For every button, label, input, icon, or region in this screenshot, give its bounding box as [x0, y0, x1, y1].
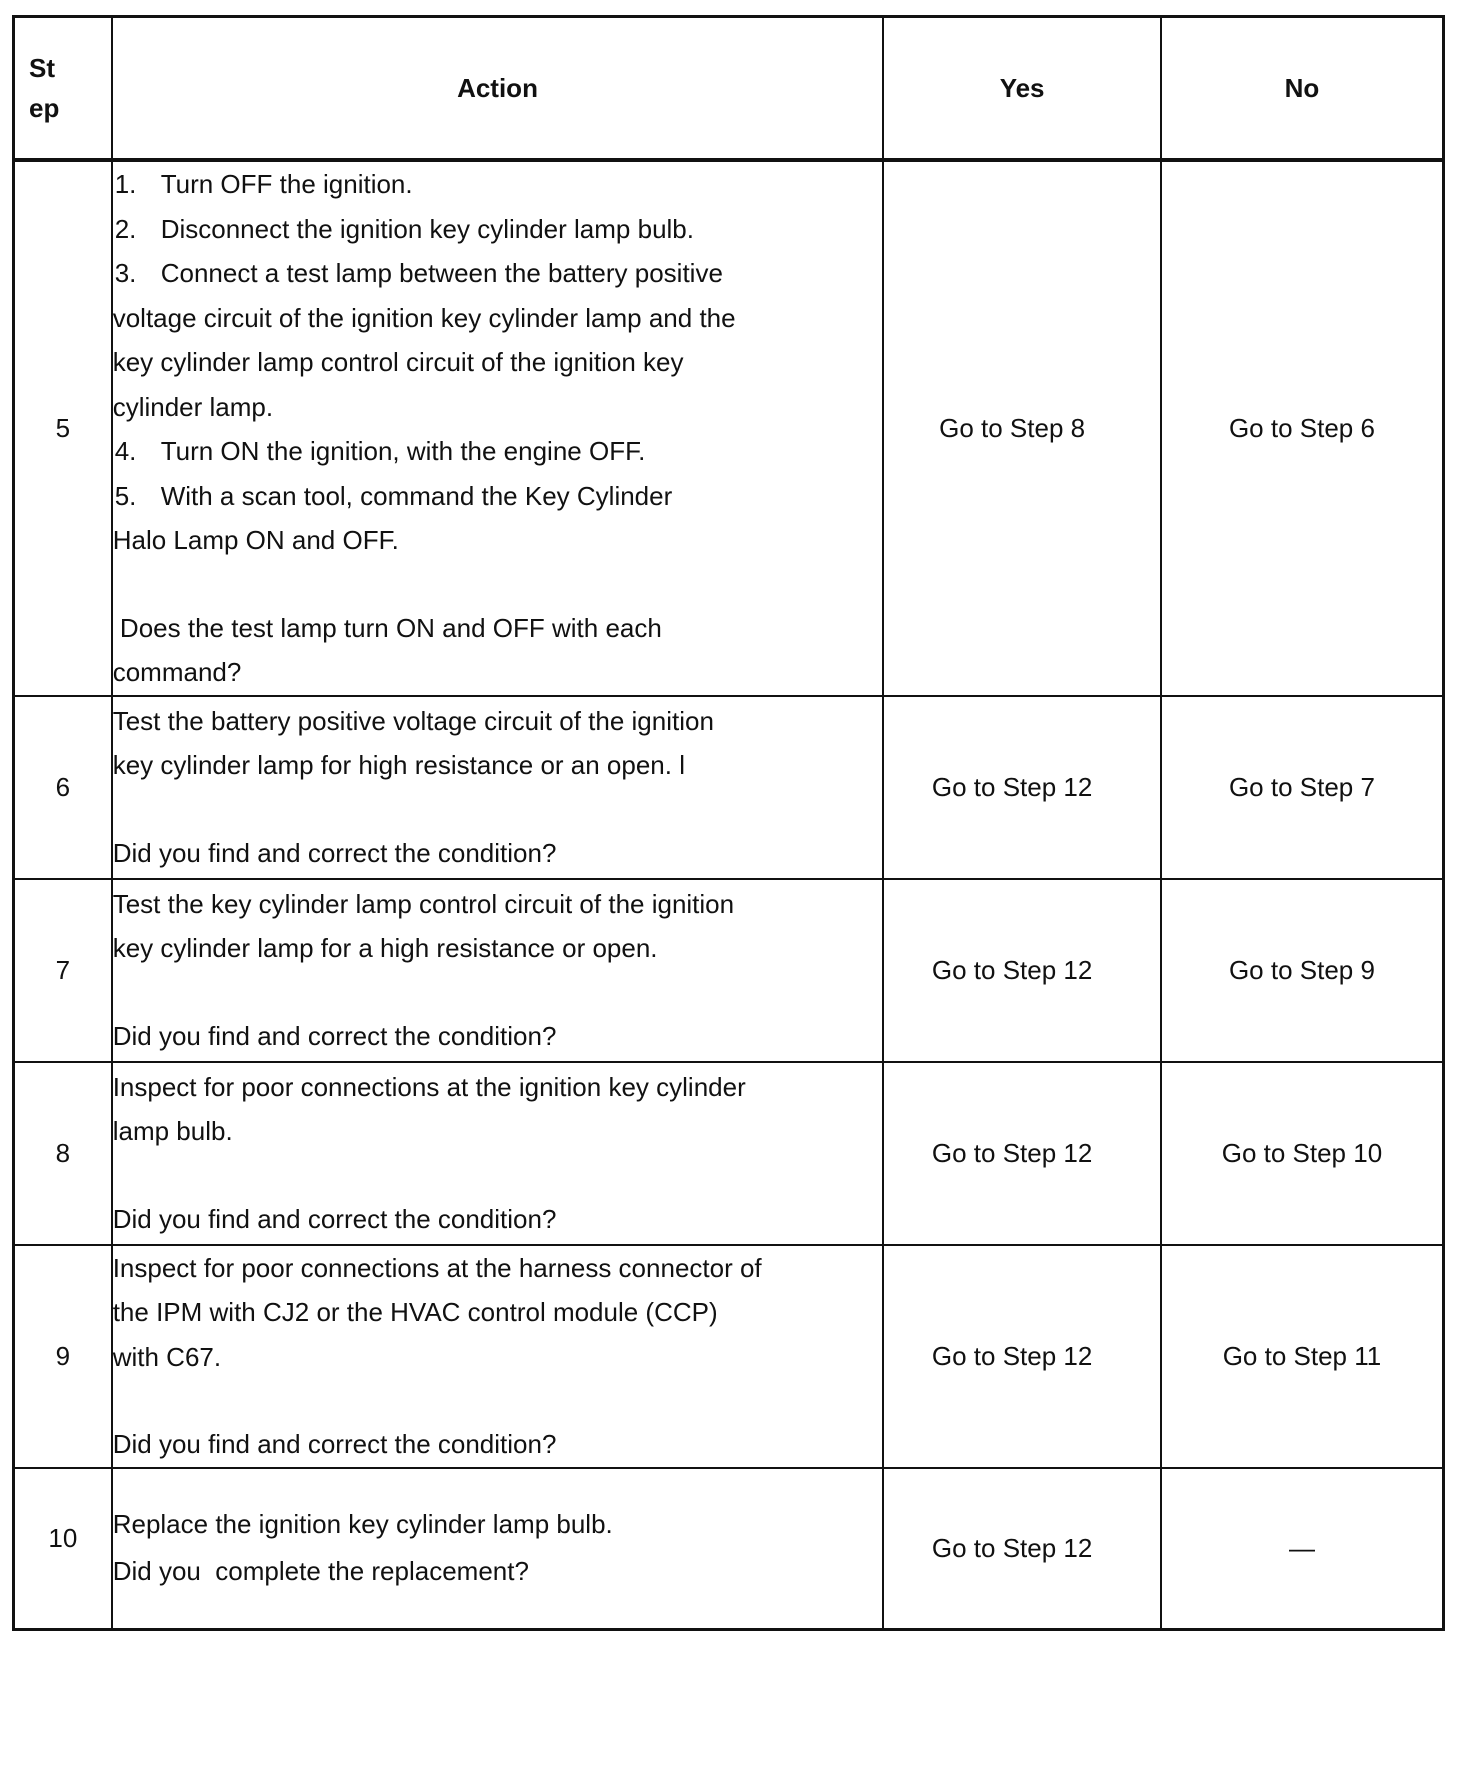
step-number: 6	[14, 696, 112, 879]
step-number: 10	[14, 1468, 112, 1630]
header-step-line1: St	[29, 53, 55, 83]
action-question: command?	[112, 657, 242, 687]
list-item: 2. Disconnect the ignition key cylinder lamp bulb.	[114, 213, 694, 244]
action-text-line: Replace the ignition key cylinder lamp bulb.	[112, 1509, 613, 1540]
action-text-line: cylinder lamp.	[112, 391, 274, 422]
no-result: —	[1161, 1468, 1444, 1630]
action-question: Did you complete the replacement?	[112, 1556, 529, 1587]
step-number: 7	[14, 879, 112, 1062]
step-number: 8	[14, 1062, 112, 1245]
table-row-step-8	[14, 1062, 1444, 1245]
action-question: Does the test lamp turn ON and OFF with each	[112, 612, 662, 643]
no-result: Go to Step 10	[1161, 1062, 1444, 1245]
header-yes: Yes	[883, 17, 1161, 161]
action-text-line: Halo Lamp ON and OFF.	[112, 525, 399, 555]
action-question: Did you find and correct the condition?	[112, 1429, 557, 1459]
action-cell	[112, 879, 884, 1062]
yes-result: Go to Step 12	[883, 1468, 1161, 1630]
step-number: 9	[14, 1245, 112, 1468]
action-text-line: with C67.	[112, 1341, 222, 1372]
action-cell	[112, 696, 884, 879]
action-cell	[112, 1062, 884, 1245]
action-text-line: Inspect for poor connections at the ignition key cylinder	[112, 1071, 746, 1102]
action-question: Did you find and correct the condition?	[112, 837, 557, 868]
header-action: Action	[112, 17, 884, 161]
table-row-step-9	[14, 1245, 1444, 1468]
table-row-step-7	[14, 879, 1444, 1062]
header-row	[14, 17, 1444, 161]
header-no: No	[1161, 17, 1444, 161]
action-text-line: lamp bulb.	[112, 1116, 233, 1147]
list-item: 1. Turn OFF the ignition.	[114, 169, 413, 199]
yes-result: Go to Step 12	[883, 879, 1161, 1062]
action-question: Did you find and correct the condition?	[112, 1203, 557, 1234]
table-row-step-6	[14, 696, 1444, 879]
yes-result: Go to Step 12	[883, 1062, 1161, 1245]
action-cell	[112, 160, 884, 696]
action-text-line: voltage circuit of the ignition key cylinder lamp and the	[112, 302, 736, 333]
table-row-step-5	[14, 160, 1444, 696]
yes-result: Go to Step 8	[883, 160, 1161, 696]
action-cell	[112, 1468, 884, 1630]
action-cell	[112, 1245, 884, 1468]
yes-result: Go to Step 12	[883, 1245, 1161, 1468]
action-text-line: the IPM with CJ2 or the HVAC control module (CCP)	[112, 1297, 718, 1327]
action-text-line: Test the key cylinder lamp control circuit of the ignition	[112, 888, 735, 919]
action-text-line: key cylinder lamp control circuit of the ignition key	[112, 347, 684, 377]
action-text-line: key cylinder lamp for high resistance or an open. l	[112, 750, 685, 781]
step-number: 5	[14, 160, 112, 696]
diagnostic-table	[12, 15, 1445, 1631]
yes-result: Go to Step 12	[883, 696, 1161, 879]
action-question: Did you find and correct the condition?	[112, 1020, 557, 1051]
no-result: Go to Step 6	[1161, 160, 1444, 696]
action-text-line: Test the battery positive voltage circuit of the ignition	[112, 705, 714, 736]
no-result: Go to Step 11	[1161, 1245, 1444, 1468]
no-result: Go to Step 7	[1161, 696, 1444, 879]
no-result: Go to Step 9	[1161, 879, 1444, 1062]
list-item: 3. Connect a test lamp between the battery positive	[114, 258, 723, 288]
header-step	[14, 17, 112, 161]
list-item: 5. With a scan tool, command the Key Cylinder	[114, 480, 673, 511]
header-step-line2: ep	[29, 93, 60, 123]
action-text-line: Inspect for poor connections at the harness connector of	[112, 1252, 762, 1283]
table-row-step-10	[14, 1468, 1444, 1630]
action-text-line: key cylinder lamp for a high resistance or open.	[112, 933, 658, 964]
list-item: 4. Turn ON the ignition, with the engine OFF.	[114, 436, 646, 466]
